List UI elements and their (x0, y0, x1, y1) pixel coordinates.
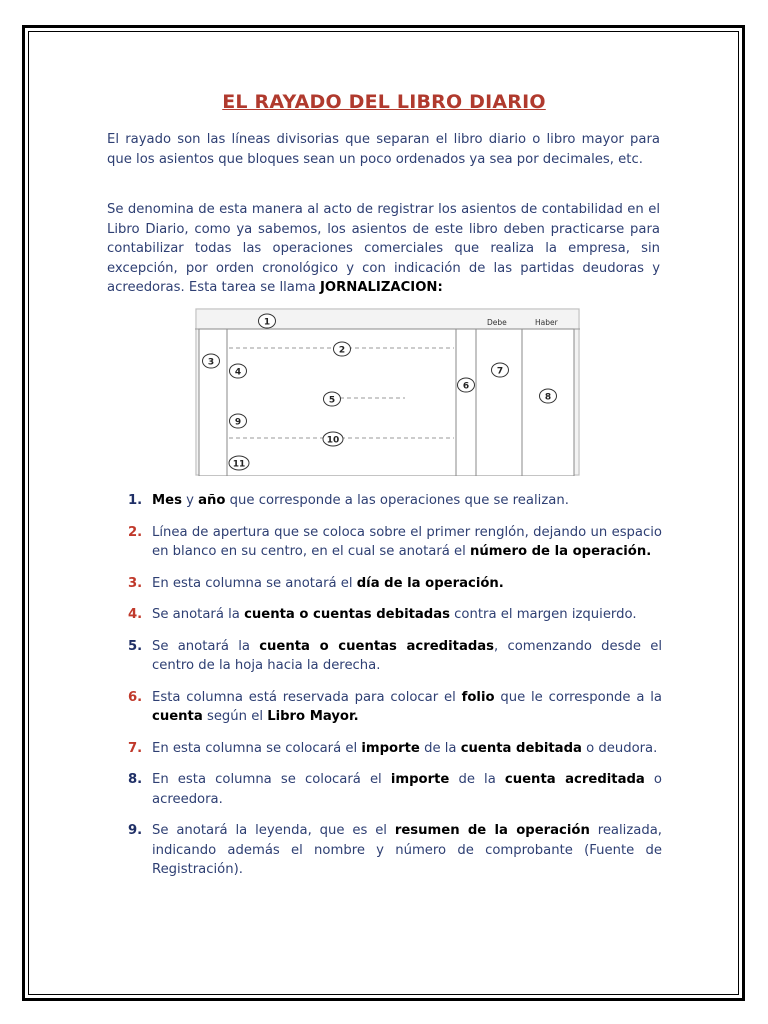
list-item-text: Esta columna está reservada para colocar el (152, 689, 462, 705)
jornalizacion-term: JORNALIZACION: (320, 280, 443, 295)
list-item-emphasis: cuenta debitada (460, 740, 582, 756)
list-item-text: En esta columna se colocará el (152, 740, 362, 756)
svg-text:6: 6 (462, 381, 470, 392)
list-item-text: Se anotará la leyenda, que es el (152, 823, 395, 838)
list-item-number: 4. (128, 607, 143, 622)
jornalizacion-paragraph (107, 200, 660, 298)
list-item (107, 491, 662, 511)
list-item-text: En esta columna se anotará el (152, 575, 357, 591)
libro-diario-diagram (195, 308, 580, 476)
list-item (107, 821, 662, 880)
list-item-text: Se anotará la (152, 607, 245, 622)
list-item-number: 8. (128, 772, 143, 787)
list-item-text: o deudora. (581, 740, 658, 756)
list-item-text: que le corresponde a la (494, 689, 663, 705)
list-item (107, 574, 662, 594)
debe-label: Debe (487, 318, 507, 327)
list-item-emphasis: cuenta o cuentas debitadas (244, 607, 450, 622)
list-item-text: Línea de apertura que se coloca sobre el primer renglón, dejando un espacio en blanco en su centro, en el cual se anotará el (152, 524, 662, 559)
list-item-number: 3. (128, 575, 143, 591)
list-item-text: o acreedora. (152, 772, 663, 807)
marker-2 (334, 342, 351, 356)
list-item-text: En esta columna se colocará el (152, 772, 391, 787)
list-item-emphasis: cuenta (152, 709, 203, 724)
document-title: EL RAYADO DEL LIBRO DIARIO (222, 91, 546, 113)
list-item-emphasis: resumen de la operación (394, 823, 590, 838)
svg-text:5: 5 (328, 395, 336, 406)
list-item-emphasis: Libro Mayor. (267, 709, 359, 724)
list-item (107, 739, 662, 759)
marker-7 (492, 363, 509, 377)
marker-11 (229, 456, 249, 470)
list-item-emphasis: año (198, 493, 226, 508)
list-item-text: según el (202, 709, 268, 724)
intro-paragraph: El rayado son las líneas divisorias que separan el libro diario o libro mayor para que los asientos que bloques sean un poco ordenados ya sea por decimales, etc. (107, 132, 660, 167)
list-item-emphasis: día de la operación. (356, 575, 504, 591)
list-item-text: Se anotará la (152, 638, 260, 654)
list-item-emphasis: importe (361, 740, 420, 756)
list-item-number: 9. (128, 823, 143, 838)
list-item-text: contra el margen izquierdo. (449, 607, 637, 622)
list-item-text: de la (449, 772, 505, 787)
list-item-number: 7. (128, 740, 143, 756)
list-item-text: y (181, 493, 199, 508)
marker-8 (540, 389, 557, 403)
svg-text:8: 8 (544, 392, 552, 403)
svg-text:3: 3 (207, 357, 215, 368)
jornalizacion-text: Se denomina de esta manera al acto de registrar los asientos de contabilidad en el Libro Diario, como ya sabemos, los asientos de este libro deben practicarse para contabilizar todas las operaciones comerciales que realiza la empresa, sin excepción, por orden cronológico y con indicación de las partidas deudoras y acreedoras. Esta tarea se llama (107, 202, 660, 295)
list-item-emphasis: cuenta o cuentas acreditadas (259, 638, 495, 654)
list-item (107, 637, 662, 676)
svg-text:10: 10 (326, 435, 340, 446)
list-item-number: 5. (128, 638, 143, 654)
list-item-text: realizada, indicando además el nombre y número de comprobante (Fuente de Registración). (152, 823, 662, 877)
list-item-emphasis: importe (390, 772, 450, 787)
list-item-number: 6. (128, 689, 143, 705)
numbered-explanations (107, 491, 662, 892)
marker-4 (230, 364, 247, 378)
list-item-text: de la (419, 740, 461, 756)
list-item-number: 2. (128, 524, 143, 540)
marker-5 (324, 392, 341, 406)
marker-9 (230, 414, 247, 428)
list-item-emphasis: Mes (152, 493, 182, 508)
list-item-text: , comenzando desde el centro de la hoja hacia la derecha. (152, 638, 663, 673)
svg-text:11: 11 (232, 459, 246, 470)
diagram-columns (199, 329, 574, 476)
list-item (107, 605, 662, 625)
haber-label: Haber (535, 318, 558, 327)
svg-text:2: 2 (338, 345, 346, 356)
list-item (107, 688, 662, 727)
list-item (107, 770, 662, 809)
svg-text:1: 1 (263, 317, 271, 328)
list-item (107, 523, 662, 562)
list-item-number: 1. (128, 493, 143, 508)
list-item-emphasis: número de la operación. (470, 544, 652, 559)
list-item-emphasis: cuenta acreditada (504, 772, 645, 787)
list-item-text: que corresponde a las operaciones que se realizan. (225, 493, 569, 508)
svg-text:9: 9 (234, 417, 242, 428)
svg-text:7: 7 (496, 366, 504, 377)
svg-text:4: 4 (234, 367, 242, 378)
marker-6 (458, 378, 475, 392)
marker-1 (259, 314, 276, 328)
list-item-emphasis: folio (461, 689, 495, 705)
marker-10 (323, 432, 343, 446)
marker-3 (203, 354, 220, 368)
